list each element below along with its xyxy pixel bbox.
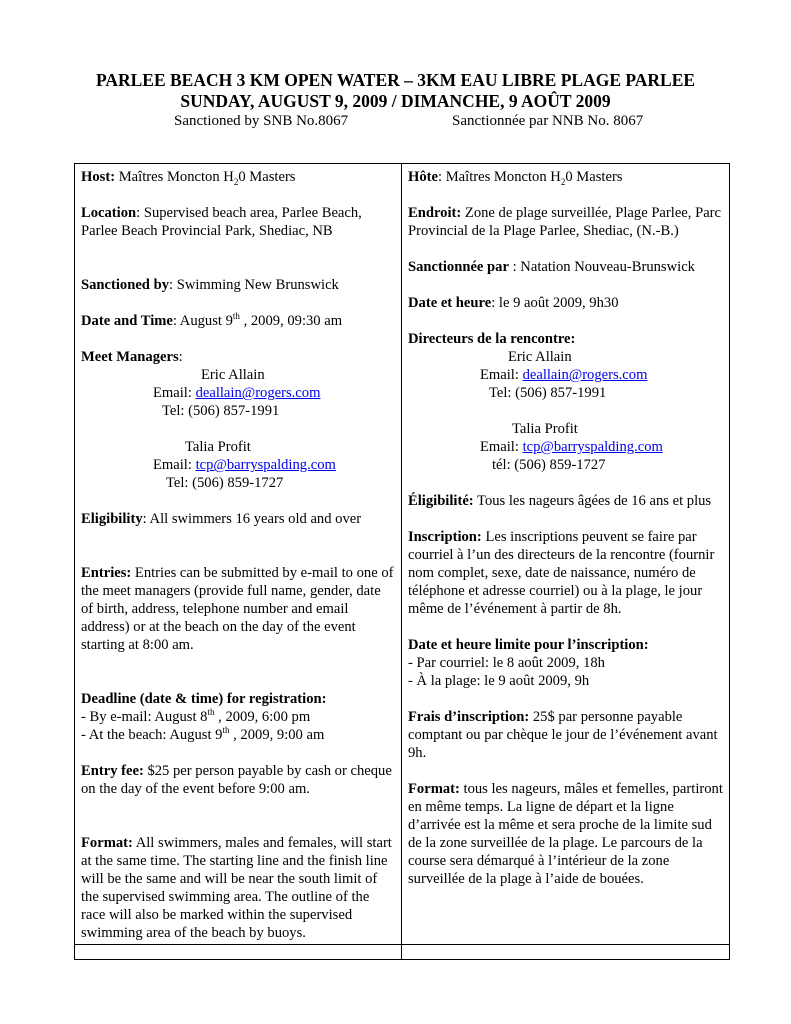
fr-deadline-beach: - À la plage: le 9 août 2009, 9h (408, 673, 590, 689)
fr-location-label: Endroit: (408, 205, 462, 221)
fr-host-value-b: 0 Masters (565, 169, 623, 185)
fr-mgr1-name: Eric Allain (508, 349, 572, 365)
fr-mgr2-name: Talia Profit (512, 421, 578, 437)
fr-mgr2-tel: tél: (506) 859-1727 (492, 457, 606, 473)
fr-elig-label: Éligibilité: (408, 493, 474, 509)
en-managers-label: Meet Managers (81, 349, 179, 365)
en-host-value-b: 0 Masters (238, 169, 296, 185)
en-fee (81, 762, 395, 798)
fr-format-value: tous les nageurs, mâles et femelles, partiront en même temps. La ligne de départ et la ligne d’arrivée est la même et sera proche de la limite sud de la zone surveillée de la plage. Le parcours de la course sera démarqué à l’intérieur de la zone surveillée de la plage à l’aide de bouées. (408, 781, 723, 887)
fr-format-label: Format: (408, 781, 460, 797)
sanction-fr: Sanctionnée par NNB No. 8067 (452, 113, 644, 129)
fr-deadline-label: Date et heure limite pour l’inscription: (408, 637, 649, 653)
en-sanctioned (81, 276, 395, 294)
fr-managers-label: Directeurs de la rencontre: (408, 331, 576, 347)
fr-fee-label: Frais d’inscription: (408, 709, 530, 725)
bilingual-table (74, 163, 730, 960)
en-mgr1-name: Eric Allain (201, 367, 265, 383)
en-format-label: Format: (81, 835, 133, 851)
fr-entries (408, 528, 723, 618)
en-sanctioned-label: Sanctioned by (81, 277, 169, 293)
en-deadline-beach-b: , 2009, 9:00 am (229, 727, 325, 743)
fr-fee (408, 708, 723, 762)
en-date-value-a: : August 9 (172, 313, 233, 329)
en-mgr1-tel: Tel: (506) 857-1991 (162, 403, 280, 419)
en-fee-label: Entry fee: (81, 763, 144, 779)
fr-fee-value: 25$ par personne payable comptant ou par chèque le jour de l’événement avant 9h. (408, 709, 718, 761)
french-column (402, 164, 730, 945)
fr-date-label: Date et heure (408, 295, 492, 311)
en-mgr2-tel: Tel: (506) 859-1727 (166, 475, 284, 491)
en-date-value-b: , 2009, 09:30 am (239, 313, 343, 329)
en-mgr1-email-row (81, 384, 395, 402)
content-row (75, 164, 730, 945)
empty-cell-fr (402, 945, 730, 960)
en-deadline-label: Deadline (date & time) for registration: (81, 691, 327, 707)
en-host-label: Host: (81, 169, 116, 185)
en-host-sub: 2 (233, 176, 239, 187)
en-eligibility (81, 510, 395, 528)
fr-mgr2-email-link[interactable]: tcp@barryspalding.com (522, 439, 663, 455)
en-host-value-a: Maîtres Moncton H (115, 169, 234, 185)
fr-sanctioned (408, 258, 723, 276)
fr-host-label: Hôte (408, 169, 438, 185)
en-mgr2-name: Talia Profit (185, 439, 251, 455)
fr-eligibility (408, 492, 723, 510)
en-date-sup: th (232, 311, 240, 322)
en-deadline-beach (81, 726, 395, 744)
fr-mgr1-email-link[interactable]: deallain@rogers.com (522, 367, 648, 383)
english-column (75, 164, 402, 945)
en-fee-value: $25 per person payable by cash or cheque on the day of the event before 9:00 am. (81, 763, 392, 797)
fr-deadline-email: - Par courriel: le 8 août 2009, 18h (408, 655, 605, 671)
en-location-label: Location (81, 205, 137, 221)
sanction-en: Sanctioned by SNB No.8067 (174, 113, 349, 129)
en-mgr2-email-row (81, 456, 395, 474)
fr-location (408, 204, 723, 240)
fr-managers (408, 330, 723, 474)
en-entries-label: Entries: (81, 565, 132, 581)
en-mgr1-email-link[interactable]: deallain@rogers.com (195, 385, 321, 401)
fr-sanctioned-value: : Natation Nouveau-Brunswick (508, 259, 695, 275)
title-line-2: SUNDAY, AUGUST 9, 2009 / DIMANCHE, 9 AOÛT 2009 (180, 91, 611, 111)
en-deadline-email-b: , 2009, 6:00 pm (214, 709, 311, 725)
fr-entries-value: Les inscriptions peuvent se faire par courriel à l’un des directeurs de la rencontre (fournir nom complet, sexe, date de naissance, numéro de téléphone et adresse courriel) ou à la plage, le jour même de l’événement à partir de 8h. (408, 529, 715, 617)
fr-location-value: Zone de plage surveillée, Plage Parlee, Parc Provincial de la Plage Parlee, Shediac, (N.-B.) (408, 205, 722, 239)
fr-host-sub: 2 (560, 176, 566, 187)
en-deadline-email-a: - By e-mail: August 8 (81, 709, 208, 725)
en-mgr2-email-label: Email: (153, 457, 196, 473)
en-format-value: All swimmers, males and females, will start at the same time. The starting line and the finish line will be the same and will be near the south limit of the supervised swimming area. The outline of the race will also be marked within the supervised swimming area of the beach by buoys. (81, 835, 392, 941)
empty-cell-en (75, 945, 402, 960)
fr-deadline (408, 636, 723, 690)
en-deadline-beach-sup: th (222, 725, 230, 736)
en-deadline (81, 690, 395, 744)
title-line-1: PARLEE BEACH 3 KM OPEN WATER – 3KM EAU LIBRE PLAGE PARLEE (95, 70, 696, 90)
fr-mgr2-email-label: Email: (480, 439, 523, 455)
fr-date (408, 294, 723, 312)
fr-mgr1-email-label: Email: (480, 367, 523, 383)
en-date (81, 312, 395, 330)
en-date-label: Date and Time (81, 313, 173, 329)
fr-host-value-a: : Maîtres Moncton H (438, 169, 561, 185)
en-managers (81, 348, 395, 492)
fr-mgr1-tel: Tel: (506) 857-1991 (489, 385, 607, 401)
fr-sanctioned-label: Sanctionnée par (408, 259, 509, 275)
en-managers-colon: : (178, 349, 183, 365)
en-entries-value: Entries can be submitted by e-mail to one of the meet managers (provide full name, gender, date of birth, address, telephone number and email address) or at the beach on the day of the event starting at 8:00 am. (81, 565, 394, 653)
en-elig-label: Eligibility (81, 511, 143, 527)
en-deadline-beach-a: - At the beach: August 9 (81, 727, 223, 743)
fr-date-value: : le 9 août 2009, 9h30 (491, 295, 619, 311)
fr-host (408, 168, 723, 186)
en-sanctioned-value: : Swimming New Brunswick (169, 277, 339, 293)
en-location-value: : Supervised beach area, Parlee Beach, Parlee Beach Provincial Park, Shediac, NB (81, 205, 362, 239)
fr-mgr2-email-row (408, 438, 723, 456)
en-entries (81, 564, 395, 654)
fr-format (408, 780, 723, 888)
document-header (0, 70, 791, 112)
en-mgr2-email-link[interactable]: tcp@barryspalding.com (195, 457, 336, 473)
en-deadline-email-sup: th (207, 707, 215, 718)
en-format (81, 834, 395, 942)
en-deadline-email (81, 708, 395, 726)
fr-entries-label: Inscription: (408, 529, 482, 545)
empty-row (75, 945, 730, 960)
fr-mgr1-email-row (408, 366, 723, 384)
fr-elig-value: Tous les nageurs âgées de 16 ans et plus (473, 493, 712, 509)
en-host (81, 168, 395, 186)
en-location (81, 204, 395, 240)
en-mgr1-email-label: Email: (153, 385, 196, 401)
en-elig-value: : All swimmers 16 years old and over (142, 511, 362, 527)
